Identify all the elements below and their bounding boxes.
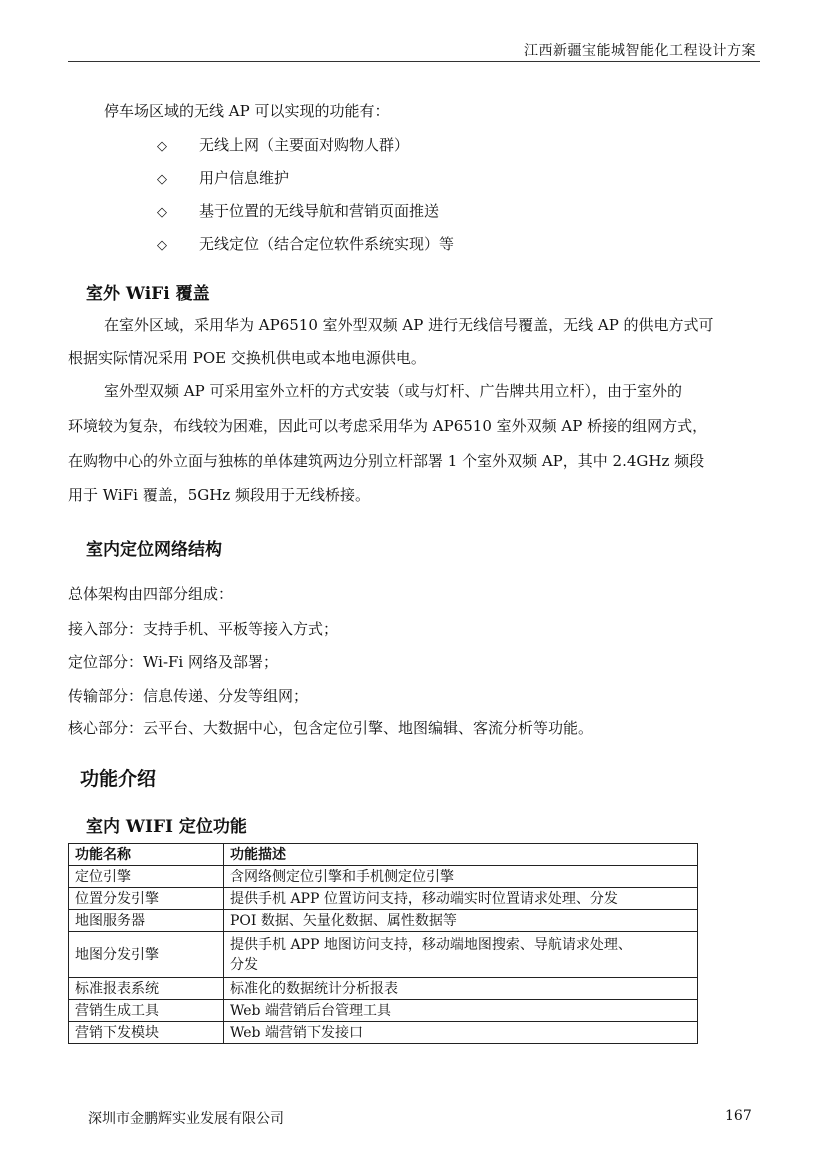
feature-table xyxy=(68,843,698,1044)
bullet-item: 基于位置的无线导航和营销页面推送 xyxy=(199,202,440,220)
bullet-diamond-icon: ◇ xyxy=(157,238,167,253)
bullet-item: 用户信息维护 xyxy=(199,169,290,187)
parking-intro: 停车场区域的无线 AP 可以实现的功能有： xyxy=(104,102,390,120)
outdoor-paragraph-line: 根据实际情况采用 POE 交换机供电或本地电源供电。 xyxy=(68,349,426,367)
table-row xyxy=(69,978,698,1000)
indoor-network-line: 接入部分：支持手机、平板等接入方式； xyxy=(68,620,339,638)
bullet-diamond-icon: ◇ xyxy=(157,205,167,220)
bullet-diamond-icon: ◇ xyxy=(157,139,167,154)
footer-company: 深圳市金鹏辉实业发展有限公司 xyxy=(88,1111,284,1127)
indoor-network-line: 总体架构由四部分组成： xyxy=(68,585,234,603)
outdoor-paragraph-line: 环境较为复杂，布线较为困难，因此可以考虑采用华为 AP6510 室外双频 AP 桥接的组网方式， xyxy=(68,417,708,435)
feature-description-cell: 提供手机 APP 地图访问支持，移动端地图搜索、导航请求处理、 分发 xyxy=(224,932,698,978)
feature-description-cell: Web 端营销后台管理工具 xyxy=(224,1000,698,1022)
indoor-network-line: 传输部分：信息传递、分发等组网； xyxy=(68,687,309,705)
feature-name-cell: 定位引擎 xyxy=(69,866,224,888)
section-heading-features: 功能介绍 xyxy=(80,768,157,790)
indoor-network-line: 核心部分：云平台、大数据中心，包含定位引擎、地图编辑、客流分析等功能。 xyxy=(68,719,594,737)
table-row xyxy=(69,910,698,932)
feature-description-cell: Web 端营销下发接口 xyxy=(224,1022,698,1044)
outdoor-paragraph-line: 室外型双频 AP 可采用室外立杆的方式安装（或与灯杆、广告牌共用立杆），由于室外的 xyxy=(104,382,682,400)
feature-name-cell: 地图服务器 xyxy=(69,910,224,932)
feature-description-cell: 标准化的数据统计分析报表 xyxy=(224,978,698,1000)
page-number: 167 xyxy=(725,1108,752,1124)
bullet-item: 无线定位（结合定位软件系统实现）等 xyxy=(199,235,455,253)
table-row xyxy=(69,1000,698,1022)
outdoor-paragraph-line: 用于 WiFi 覆盖，5GHz 频段用于无线桥接。 xyxy=(68,486,370,504)
header-divider xyxy=(68,61,760,62)
column-header-description: 功能描述 xyxy=(224,844,698,866)
outdoor-paragraph-line: 在购物中心的外立面与独栋的单体建筑两边分别立杆部署 1 个室外双频 AP，其中 2.4GHz 频段 xyxy=(68,452,705,470)
feature-description-cell: POI 数据、矢量化数据、属性数据等 xyxy=(224,910,698,932)
table-row xyxy=(69,932,698,978)
feature-name-cell: 位置分发引擎 xyxy=(69,888,224,910)
table-row xyxy=(69,1022,698,1044)
feature-name-cell: 标准报表系统 xyxy=(69,978,224,1000)
subsection-heading-wifi-positioning: 室内 WIFI 定位功能 xyxy=(86,817,247,837)
feature-name-cell: 营销下发模块 xyxy=(69,1022,224,1044)
bullet-item: 无线上网（主要面对购物人群） xyxy=(199,136,410,154)
bullet-diamond-icon: ◇ xyxy=(157,172,167,187)
feature-description-cell: 含网络侧定位引擎和手机侧定位引擎 xyxy=(224,866,698,888)
indoor-network-line: 定位部分：Wi-Fi 网络及部署； xyxy=(68,653,278,671)
table-header-row xyxy=(69,844,698,866)
outdoor-paragraph-line: 在室外区域，采用华为 AP6510 室外型双频 AP 进行无线信号覆盖，无线 AP 的供电方式可 xyxy=(104,316,714,334)
table-row xyxy=(69,888,698,910)
feature-description-cell: 提供手机 APP 位置访问支持，移动端实时位置请求处理、分发 xyxy=(224,888,698,910)
feature-name-cell: 地图分发引擎 xyxy=(69,932,224,978)
column-header-name: 功能名称 xyxy=(69,844,224,866)
section-heading-outdoor: 室外 WiFi 覆盖 xyxy=(86,284,210,304)
header-title: 江西新疆宝能城智能化工程设计方案 xyxy=(524,43,756,59)
section-heading-indoor-network: 室内定位网络结构 xyxy=(86,540,222,560)
table-row xyxy=(69,866,698,888)
feature-name-cell: 营销生成工具 xyxy=(69,1000,224,1022)
